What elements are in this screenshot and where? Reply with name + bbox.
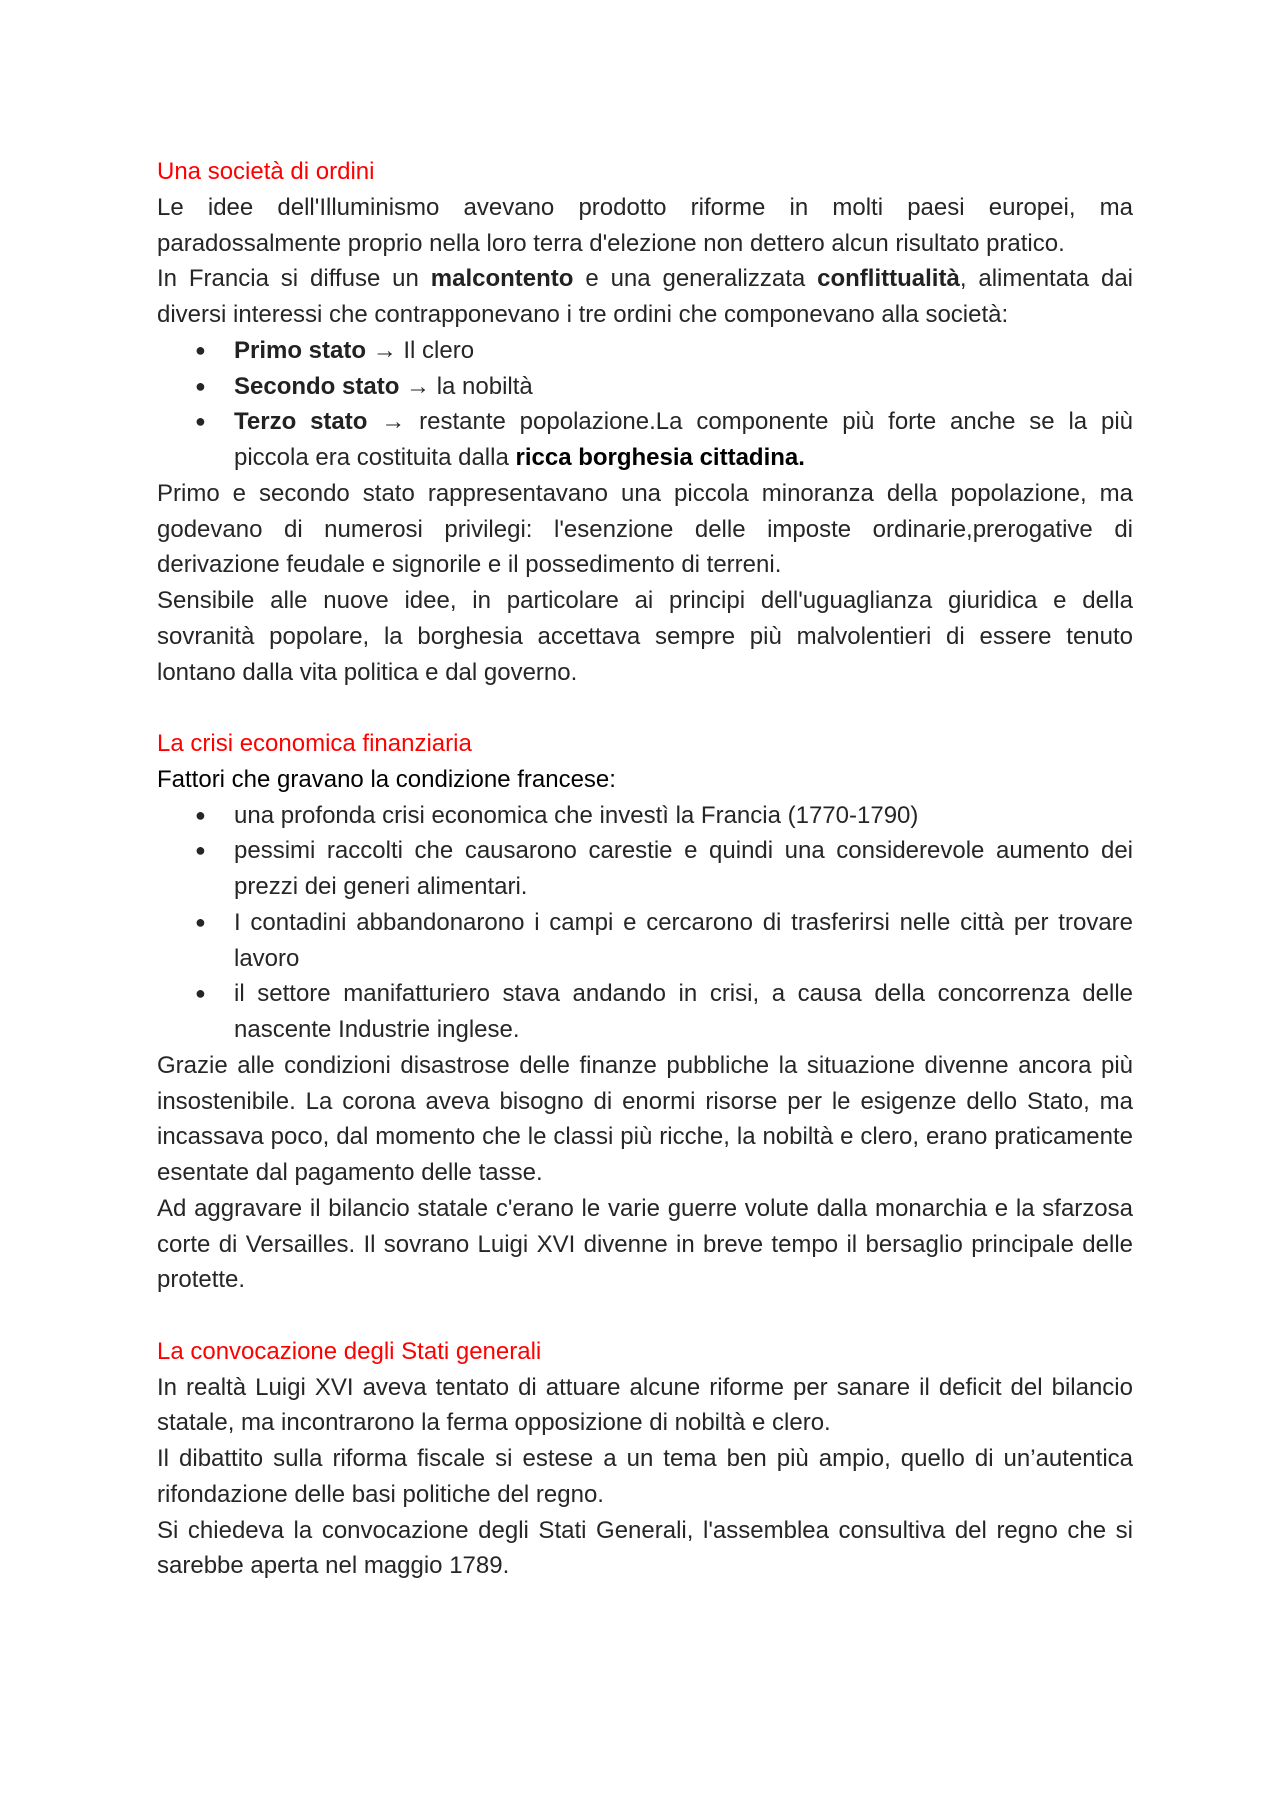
paragraph: Fattori che gravano la condizione francese:	[157, 765, 616, 793]
list-item	[157, 369, 1133, 405]
bold-text: Terzo stato	[234, 408, 368, 436]
paragraph: Le idee dell'Illuminismo avevano prodotto riforme in molti paesi europei, ma paradossalmente proprio nella loro terra d'elezione non dettero alcun risultato pratico.	[157, 193, 1133, 257]
list-item	[157, 404, 1133, 476]
text: , alimentata dai diversi interessi che contrapponevano i tre ordini che componevano alla società:	[157, 265, 1134, 328]
paragraph	[157, 261, 1133, 333]
section-heading: La convocazione degli Stati generali	[157, 1337, 542, 1365]
bold-text: conflittualità	[817, 265, 960, 293]
paragraph: Si chiedeva la convocazione degli Stati Generali, l'assemblea consultiva del regno che si sarebbe aperta nel maggio 1789.	[157, 1516, 1133, 1580]
list-item: ● pessimi raccolti che causarono carestie e quindi una considerevole aumento dei prezzi dei generi alimentari.	[157, 833, 1133, 905]
paragraph: Il dibattito sulla riforma fiscale si estese a un tema ben più ampio, quello di un’autentica rifondazione delle basi politiche del regno.	[157, 1445, 1133, 1508]
bullet-list	[157, 333, 1133, 476]
bullet-list	[157, 798, 1133, 1048]
section-heading: Una società di ordini	[157, 158, 375, 185]
bold-text: Primo stato	[234, 336, 367, 364]
paragraph: Sensibile alle nuove idee, in particolare ai principi dell'uguaglianza giuridica e della sovranità popolare, la borghesia accettava sempre più malvolentieri di essere tenuto lontano dalla vita politica e dal governo.	[157, 587, 1133, 686]
text: → restante popolazione.La componente più forte anche se la più piccola era costituita dalla	[234, 408, 1134, 471]
paragraph: Ad aggravare il bilancio statale c'erano le varie guerre volute dalla monarchia e la sfarzosa corte di Versailles. Il sovrano Luigi XVI divenne in breve tempo il bersaglio principale delle protette.	[157, 1194, 1133, 1294]
paragraph: Grazie alle condizioni disastrose delle finanze pubbliche la situazione divenne ancora più insostenibile. La corona aveva bisogno di enormi risorse per le esigenze dello Stato, ma incassava poco, dal momento che le classi più ricche, la nobiltà e clero, erano praticamente esentate dal pagamento delle tasse.	[157, 1051, 1133, 1186]
text: In Francia si diffuse un	[157, 265, 431, 293]
bold-text: ricca borghesia cittadina.	[515, 444, 805, 471]
paragraph: Primo e secondo stato rappresentavano una piccola minoranza della popolazione, ma godevano di numerosi privilegi: l'esenzione delle imposte ordinarie,prerogative di derivazione feudale e signorile e il possedimento di terreni.	[157, 479, 1133, 579]
bold-text: malcontento	[430, 265, 574, 293]
text: → Il clero	[366, 336, 475, 364]
document-page	[157, 154, 1133, 1584]
list-item	[157, 333, 1133, 369]
list-item: ● una profonda crisi economica che investì la Francia (1770-1790)	[157, 798, 1133, 834]
section-heading: La crisi economica finanziaria	[157, 730, 472, 757]
text: → la nobiltà	[399, 372, 533, 400]
bold-text: Secondo stato	[234, 372, 400, 400]
text: e una generalizzata	[573, 265, 818, 293]
list-item: ● I contadini abbandonarono i campi e cercarono di trasferirsi nelle città per trovare lavoro	[157, 905, 1133, 977]
list-item: ● il settore manifatturiero stava andando in crisi, a causa della concorrenza delle nascente Industrie inglese.	[157, 976, 1133, 1048]
paragraph: In realtà Luigi XVI aveva tentato di attuare alcune riforme per sanare il deficit del bilancio statale, ma incontrarono la ferma opposizione di nobiltà e clero.	[157, 1373, 1133, 1437]
